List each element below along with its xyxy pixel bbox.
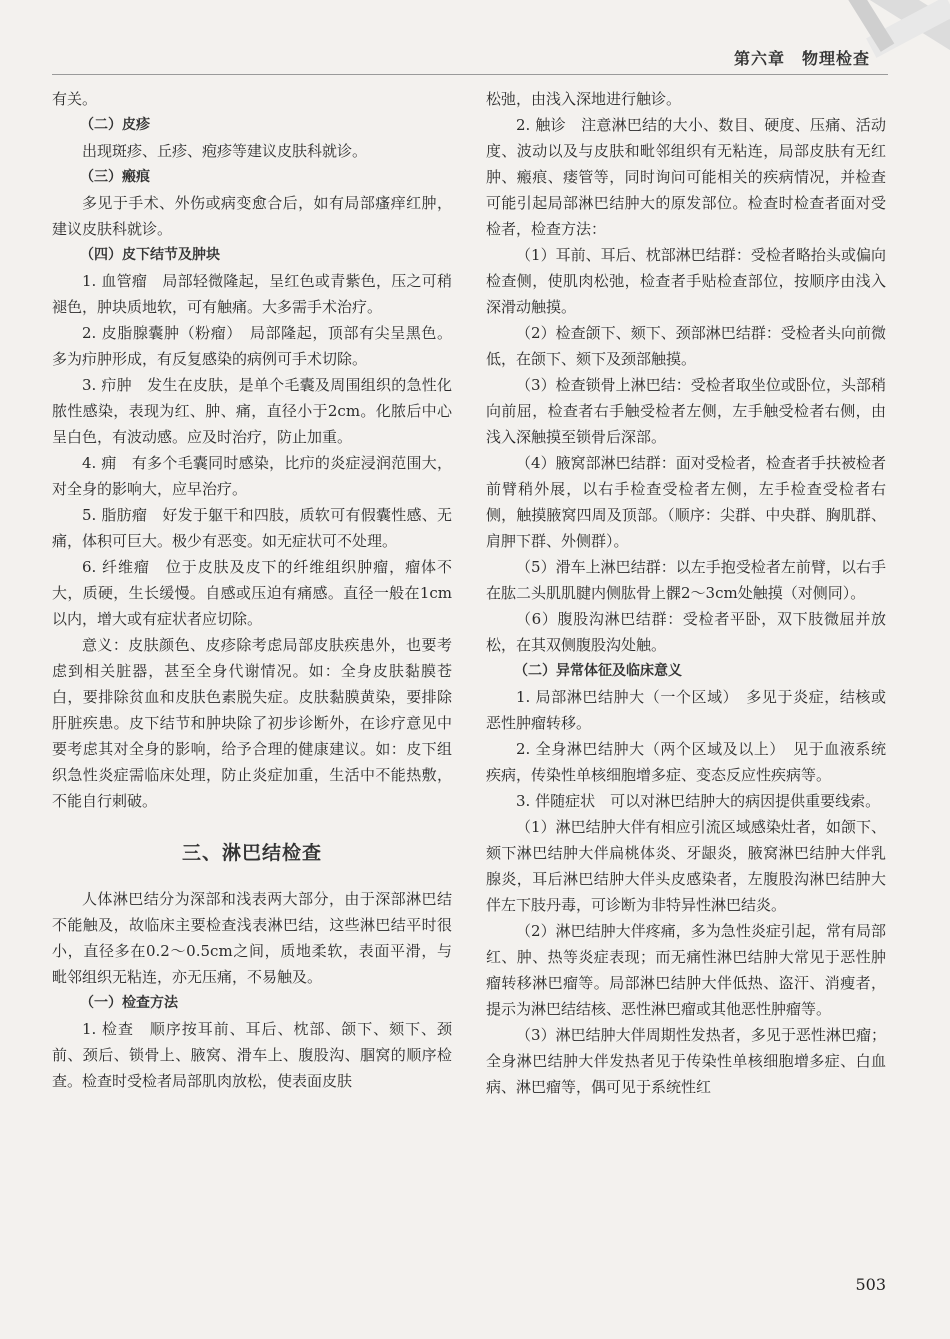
paragraph: （6）腹股沟淋巴结群：受检者平卧，双下肢微屈并放松，在其双侧腹股沟处触。 [486, 610, 886, 654]
paragraph: 6. 纤维瘤 位于皮肤及皮下的纤维组织肿瘤，瘤体不大，质硬，生长缓慢。自感或压迫有痛感。直径一般在1cm以内，增大或有症状者应切除。 [52, 558, 452, 628]
paragraph: 人体淋巴结分为深部和浅表两大部分，由于深部淋巴结不能触及，故临床主要检查浅表淋巴结，这些淋巴结平时很小，直径多在0.2～0.5cm之间，质地柔软，表面平滑，与毗邻组织无粘连，亦无压痛，不易触及。 [52, 890, 452, 986]
section-title: 三、淋巴结检查 [181, 842, 322, 864]
paragraph: （1）淋巴结肿大伴有相应引流区域感染灶者，如颌下、颏下淋巴结肿大伴扁桃体炎、牙龈炎，腋窝淋巴结肿大伴乳腺炎，耳后淋巴结肿大伴头皮感染者，左腹股沟淋巴结肿大伴左下肢丹毒，可诊断为非特异性淋巴结炎。 [486, 818, 886, 914]
paragraph: 出现斑疹、丘疹、疱疹等建议皮肤科就诊。 [82, 142, 368, 160]
paragraph: 5. 脂肪瘤 好发于躯干和四肢，质软可有假囊性感、无痛，体积可巨大。极少有恶变。如无症状可不处理。 [52, 506, 452, 550]
left-column [52, 86, 452, 1094]
subheading-nodule: （四）皮下结节及肿块 [80, 247, 220, 263]
paragraph: 2. 全身淋巴结肿大（两个区域及以上） 见于血液系统疾病，传染性单核细胞增多症、变态反应性疾病等。 [486, 740, 886, 784]
paragraph: （4）腋窝部淋巴结群：面对受检者，检查者手扶被检者前臂稍外展，以右手检查受检者左侧，左手检查受检者右侧，触摸腋窝四周及顶部。（顺序：尖群、中央群、胸肌群、肩胛下群、外侧群）。 [486, 454, 886, 550]
paragraph: 4. 痈 有多个毛囊同时感染，比疖的炎症浸润范围大，对全身的影响大，应早治疗。 [52, 454, 452, 498]
subheading-method: （一）检查方法 [80, 995, 178, 1011]
paragraph: 1. 血管瘤 局部轻微隆起，呈红色或青紫色，压之可稍褪色，肿块质地软，可有触痛。大多需手术治疗。 [52, 272, 452, 316]
header-rule [52, 74, 888, 75]
paragraph: （5）滑车上淋巴结群：以左手抱受检者左前臂，以右手在肱二头肌肌腱内侧肱骨上髁2～3cm处触摸（对侧同）。 [486, 558, 886, 602]
paragraph: 有关。 [52, 90, 98, 108]
paragraph: 多见于手术、外伤或病变愈合后，如有局部瘙痒红肿，建议皮肤科就诊。 [52, 194, 452, 238]
chapter-header: 第六章 物理检查 [733, 49, 870, 68]
paragraph: （3）检查锁骨上淋巴结：受检者取坐位或卧位，头部稍向前屈，检查者右手触受检者左侧，左手触受检者右侧，由浅入深触摸至锁骨后深部。 [486, 376, 886, 446]
paragraph: （3）淋巴结肿大伴周期性发热者，多见于恶性淋巴瘤；全身淋巴结肿大伴发热者见于传染性单核细胞增多症、白血病、淋巴瘤等，偶可见于系统性红 [486, 1026, 886, 1096]
paragraph: 3. 疖肿 发生在皮肤，是单个毛囊及周围组织的急性化脓性感染，表现为红、肿、痛，直径小于2cm。化脓后中心呈白色，有波动感。应及时治疗，防止加重。 [52, 376, 452, 446]
subheading-abnormal: （二）异常体征及临床意义 [514, 663, 682, 679]
paragraph: 2. 皮脂腺囊肿（粉瘤） 局部隆起，顶部有尖呈黑色。多为疖肿形成，有反复感染的病例可手术切除。 [52, 324, 452, 368]
subheading-rash: （二）皮疹 [80, 117, 150, 133]
right-column [486, 86, 886, 1100]
paragraph: （1）耳前、耳后、枕部淋巴结群：受检者略抬头或偏向检查侧，使肌肉松弛，检查者手贴检查部位，按顺序由浅入深滑动触摸。 [486, 246, 886, 316]
page-number: 503 [855, 1275, 886, 1294]
paragraph: 3. 伴随症状 可以对淋巴结肿大的病因提供重要线索。 [516, 792, 881, 810]
paragraph: （2）检查颌下、颏下、颈部淋巴结群：受检者头向前微低，在颌下、颏下及颈部触摸。 [486, 324, 886, 368]
paragraph: 意义：皮肤颜色、皮疹除考虑局部皮肤疾患外，也要考虑到相关脏器，甚至全身代谢情况。如：全身皮肤黏膜苍白，要排除贫血和皮肤色素脱失症。皮肤黏膜黄染，要排除肝脏疾患。皮下结节和肿块除了初步诊断外，在诊疗意见中要考虑其对全身的影响，给予合理的健康建议。如：皮下组织急性炎症需临床处理，防止炎症加重，生活中不能热敷，不能自行刺破。 [52, 636, 452, 810]
paragraph: 松弛，由浅入深地进行触诊。 [486, 90, 682, 108]
paragraph: 1. 检查 顺序按耳前、耳后、枕部、颌下、颏下、颈前、颈后、锁骨上、腋窝、滑车上、腹股沟、腘窝的顺序检查。检查时受检者局部肌肉放松，使表面皮肤 [52, 1020, 452, 1090]
paragraph: （2）淋巴结肿大伴疼痛，多为急性炎症引起，常有局部红、肿、热等炎症表现；而无痛性淋巴结肿大常见于恶性肿瘤转移淋巴瘤等。局部淋巴结肿大伴低热、盗汗、消瘦者，提示为淋巴结结核、恶性淋巴瘤或其他恶性肿瘤等。 [486, 922, 886, 1018]
paragraph: 1. 局部淋巴结肿大（一个区域） 多见于炎症，结核或恶性肿瘤转移。 [486, 688, 886, 732]
subheading-scar: （三）瘢痕 [80, 169, 150, 185]
paragraph: 2. 触诊 注意淋巴结的大小、数目、硬度、压痛、活动度、波动以及与皮肤和毗邻组织有无粘连，局部皮肤有无红肿、瘢痕、瘘管等，同时询问可能相关的疾病情况，并检查可能引起局部淋巴结肿大的原发部位。检查时检查者面对受检者，检查方法： [486, 116, 886, 238]
